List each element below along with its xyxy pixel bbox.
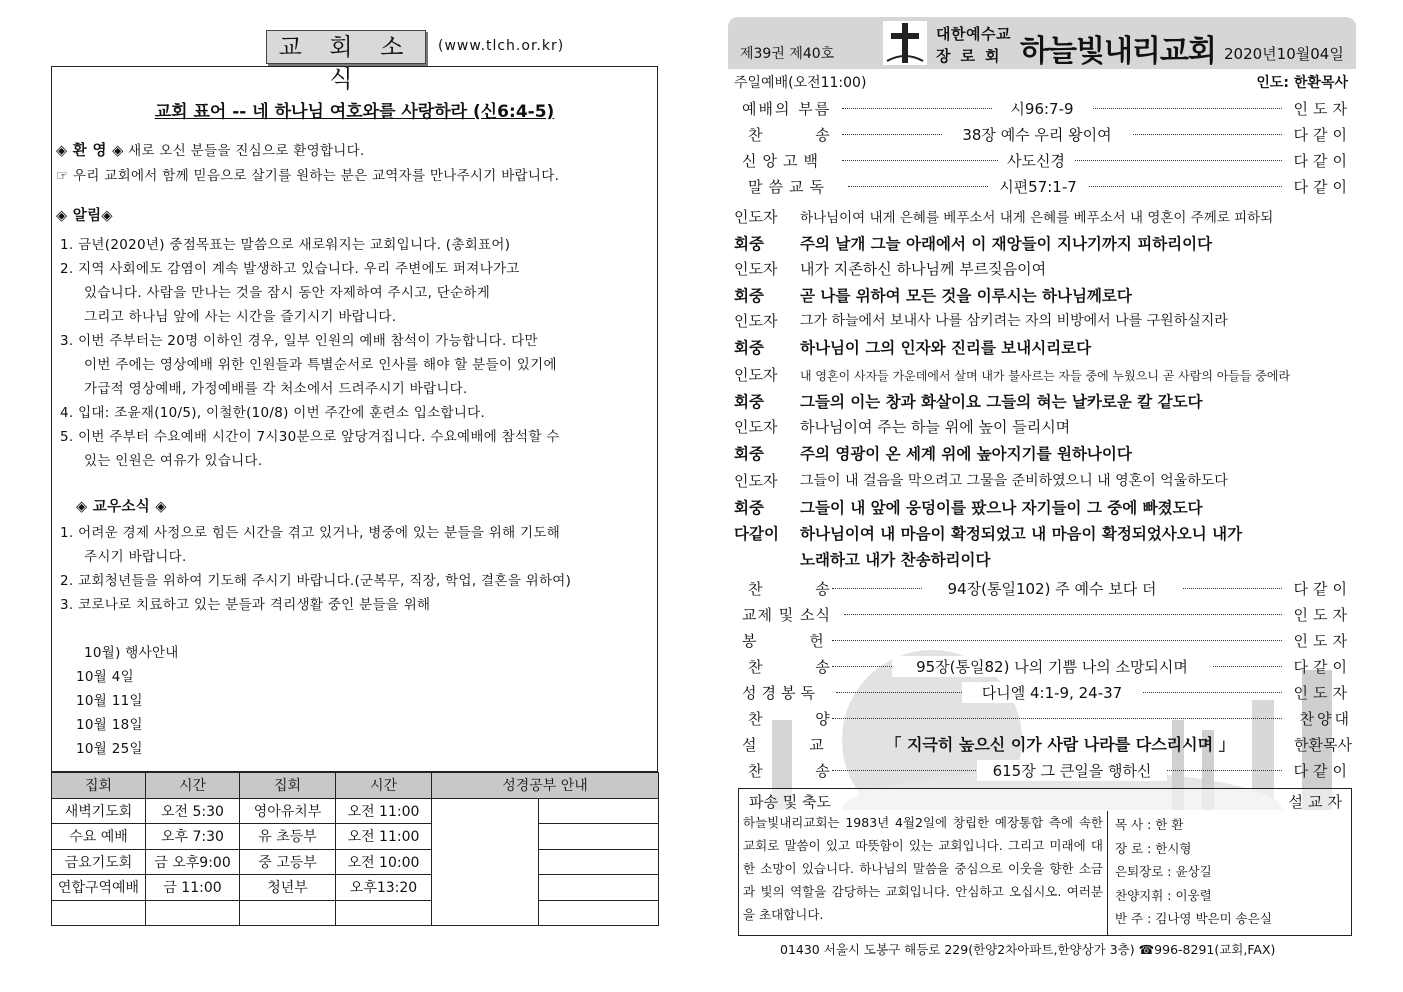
table-cell xyxy=(336,900,432,926)
table-cell: 유 초등부 xyxy=(240,824,336,850)
order-name: 봉 헌 xyxy=(742,632,848,650)
denomination-line1: 대한예수교 xyxy=(936,25,1011,43)
order-lead: 다같이 xyxy=(1293,126,1352,144)
staff-item: 은퇴장로 : 윤상길 xyxy=(1115,864,1212,879)
table-cell xyxy=(52,900,146,926)
order-row xyxy=(732,574,1352,600)
reading-text: 하나님이여 주는 하늘 위에 높이 들리시며 xyxy=(800,418,1071,436)
order-name: 찬 송 xyxy=(748,126,854,144)
table-cell: 금 11:00 xyxy=(146,875,240,901)
denomination-line2: 장로회 xyxy=(936,47,1010,65)
reading-text: 하나님이 그의 인자와 진리를 보내시리로다 xyxy=(800,339,1092,357)
bible-study-cell xyxy=(539,849,659,875)
events-heading: 10월) 행사안내 xyxy=(84,645,179,661)
table-row xyxy=(52,900,659,926)
order-content: 94장(통일102) 주 예수 보다 더 xyxy=(922,578,1182,599)
prayer-item: 2. 교회청년들을 위하여 기도해 주시기 바랍니다.(군복무, 직장, 학업, 결혼을 위하여) xyxy=(60,573,572,589)
bible-study-cell xyxy=(539,875,659,901)
order-row xyxy=(732,626,1352,652)
order-name: 설 교 xyxy=(742,736,848,754)
table-cell: 청년부 xyxy=(240,875,336,901)
order-row xyxy=(732,172,1352,198)
order-content: 시편57:1-7 xyxy=(988,176,1088,197)
reading-speaker: 회중 xyxy=(734,235,764,253)
order-lead: 다같이 xyxy=(1293,178,1352,196)
table-cell: 영아유치부 xyxy=(240,798,336,824)
bible-study-cell xyxy=(539,900,659,926)
reading-speaker: 회중 xyxy=(734,499,764,517)
table-header: 시간 xyxy=(336,773,432,799)
notice-item: 2. 지역 사회에도 감염이 계속 발생하고 있습니다. 우리 주변에도 퍼져나가고 xyxy=(60,261,520,277)
staff-list xyxy=(1115,813,1272,931)
table-cell: 오전 11:00 xyxy=(336,798,432,824)
order-row xyxy=(732,146,1352,172)
bulletin-date: 2020년10월04일 xyxy=(1224,45,1344,63)
table-header-row xyxy=(52,773,659,799)
reading-text: 내가 지존하신 하나님께 부르짖음이여 xyxy=(800,260,1047,278)
reading-speaker: 다같이 xyxy=(734,525,779,543)
dot-leader xyxy=(832,718,1282,719)
bible-study-cell xyxy=(539,824,659,850)
order-lead: 다같이 xyxy=(1293,658,1352,676)
reading-speaker: 인도자 xyxy=(734,208,778,226)
table-cell: 오전 5:30 xyxy=(146,798,240,824)
welcome-note: ☞ 우리 교회에서 함께 믿음으로 살기를 원하는 분은 교역자를 만나주시기 바랍니다. xyxy=(56,168,560,184)
reading-text: 내 영혼이 사자들 가운데에서 살며 내가 불사르는 자들 중에 누웠으니 곧 사람의 아들들 중에라 xyxy=(800,369,1291,383)
staff-item: 찬양지휘 : 이웅렬 xyxy=(1115,887,1212,903)
order-row xyxy=(732,652,1352,678)
prayer-item: 3. 코로나로 치료하고 있는 분들과 격리생활 중인 분들을 위해 xyxy=(60,597,431,613)
staff-item: 목 사 : 한 환 xyxy=(1115,817,1184,832)
table-cell: 오전 10:00 xyxy=(336,849,432,875)
church-url[interactable]: (www.tlch.or.kr) xyxy=(438,38,565,54)
cross-logo-icon xyxy=(883,21,927,65)
order-lead: 인도자 xyxy=(1293,100,1352,118)
order-lead: 한환목사 xyxy=(1294,736,1352,754)
service-name: 주일예배(오전11:00) xyxy=(734,75,867,91)
order-name: 예배의 부름 xyxy=(742,100,832,118)
table-header: 성경공부 안내 xyxy=(432,773,659,799)
reading-text: 그들이 내 앞에 웅덩이를 팠으나 자기들이 그 중에 빠졌도다 xyxy=(800,499,1203,517)
table-cell xyxy=(240,900,336,926)
reading-text: 그가 하늘에서 보내사 나를 삼키려는 자의 비방에서 나를 구원하실지라 xyxy=(800,313,1228,329)
event-item: 10월 25일 xyxy=(76,741,143,757)
table-cell: 연합구역예배 xyxy=(52,875,146,901)
reading-speaker: 인도자 xyxy=(734,312,778,330)
notice-item: 4. 입대: 조윤재(10/5), 이철한(10/8) 이번 주간에 훈련소 입소합니다. xyxy=(60,405,486,421)
reading-text: 하나님이여 내게 은혜를 베푸소서 내게 은혜를 베푸소서 내 영혼이 주께로 피하되 xyxy=(800,210,1274,226)
order-row xyxy=(732,120,1352,146)
order-row xyxy=(732,600,1352,626)
bible-study-cell xyxy=(432,798,539,926)
issue-number: 제39권 제40호 xyxy=(740,46,835,62)
dot-leader xyxy=(844,614,1282,615)
reading-text: 그들의 이는 창과 화살이요 그들의 혀는 날카로운 칼 같도다 xyxy=(800,393,1203,411)
table-cell: 새벽기도회 xyxy=(52,798,146,824)
bible-study-cell xyxy=(539,798,659,824)
reading-speaker: 회중 xyxy=(734,339,764,357)
order-name: 찬 송 xyxy=(748,658,854,676)
sermon-title: 「 지극히 높으신 이가 사람 나라를 다스리시며 」 xyxy=(885,735,1235,754)
table-row xyxy=(52,824,659,850)
table-header: 집회 xyxy=(52,773,146,799)
order-name: 찬 송 xyxy=(748,762,854,780)
order-name: 말씀교독 xyxy=(748,178,830,196)
order-lead: 다같이 xyxy=(1293,580,1352,598)
notice-item: 이번 주에는 영상예배 위한 인원들과 특별순서로 인사를 해야 할 분들이 있기에 xyxy=(84,357,557,373)
service-leader: 인도: 한환목사 xyxy=(1256,75,1348,91)
order-lead: 다같이 xyxy=(1293,152,1352,170)
prayer-item: 주시기 바랍니다. xyxy=(84,549,187,565)
order-lead: 인도자 xyxy=(1293,606,1352,624)
order-row xyxy=(732,756,1352,782)
church-motto: 교회 표어 -- 네 하나님 여호와를 사랑하라 (신6:4-5) xyxy=(154,102,555,122)
order-content: 사도신경 xyxy=(998,150,1074,171)
bulletin-header xyxy=(728,17,1356,69)
dot-leader xyxy=(832,640,1282,641)
reading-text: 곧 나를 위하여 모든 것을 이루시는 하나님께로다 xyxy=(800,287,1132,305)
order-lead: 다같이 xyxy=(1293,762,1352,780)
prayer-heading: ◈ 교우소식 ◈ xyxy=(76,499,167,515)
notice-item: 가급적 영상예배, 가정예배를 각 처소에서 드려주시기 바랍니다. xyxy=(84,381,468,397)
event-item: 10월 18일 xyxy=(76,717,143,733)
event-item: 10월 11일 xyxy=(76,693,143,709)
church-intro-box xyxy=(738,788,1352,936)
order-name: 찬 양 xyxy=(748,710,854,728)
prayer-item: 1. 어려운 경제 사정으로 힘든 시간을 겪고 있거나, 병중에 있는 분들을 위해 기도해 xyxy=(60,525,561,541)
table-cell xyxy=(146,900,240,926)
notice-item: 5. 이번 주부터 수요예배 시간이 7시30분으로 앞당겨집니다. 수요예배에 참석할 수 xyxy=(60,429,560,445)
reading-speaker: 인도자 xyxy=(734,418,778,436)
table-cell: 오전 11:00 xyxy=(336,824,432,850)
order-lead: 인도자 xyxy=(1293,684,1352,702)
table-header: 시간 xyxy=(146,773,240,799)
staff-item: 반 주 : 김나영 박은미 송은실 xyxy=(1115,911,1272,926)
order-lead: 인도자 xyxy=(1293,632,1352,650)
reading-speaker: 회중 xyxy=(734,393,764,411)
reading-speaker: 인도자 xyxy=(734,472,778,490)
reading-speaker: 인도자 xyxy=(734,366,778,384)
benediction-label: 파송 및 축도 xyxy=(749,793,831,811)
service-title-row xyxy=(732,70,1352,96)
order-name: 신앙고백 xyxy=(742,152,824,170)
table-cell: 오후13:20 xyxy=(336,875,432,901)
notice-item: 그리고 하나님 앞에 사는 시간을 즐기시기 바랍니다. xyxy=(84,309,397,325)
notice-item: 있습니다. 사람을 만나는 것을 잠시 동안 자제하여 주시고, 단순하게 xyxy=(84,285,491,301)
reading-text: 주의 영광이 온 세계 위에 높아지기를 원하나이다 xyxy=(800,445,1132,463)
staff-item: 장 로 : 한시형 xyxy=(1115,840,1192,856)
news-title: 교 회 소 식 xyxy=(266,30,426,64)
church-name: 하늘빛내리교회 xyxy=(1020,34,1216,69)
table-cell: 중 고등부 xyxy=(240,849,336,875)
church-intro-text: 하늘빛내리교회는 1983년 4월2일에 창립한 예장통합 측에 속한 교회로 말씀이 있고 따뜻함이 있는 교회입니다. 그리고 미래에 대한 소망이 있습니다. 하나님의 말씀을 중심으로 이웃을 향한 소금과 빛의 역할을 감당하는 교회입니다. 안심하고 오십시오. 여러분을 초대합니다. xyxy=(743,815,1103,922)
reading-text: 주의 날개 그늘 아래에서 이 재앙들이 지나기까지 피하리이다 xyxy=(800,235,1213,253)
order-row xyxy=(732,94,1352,120)
table-cell: 금 오후9:00 xyxy=(146,849,240,875)
reading-text: 하나님이여 내 마음이 확정되었고 내 마음이 확정되었사오니 내가 xyxy=(800,525,1243,543)
table-row xyxy=(52,849,659,875)
order-row xyxy=(732,704,1352,730)
order-row xyxy=(732,678,1352,704)
order-content: 다니엘 4:1-9, 24-37 xyxy=(962,682,1142,703)
order-content: 615장 그 큰일을 행하신 xyxy=(977,760,1167,781)
order-lead: 찬양대 xyxy=(1299,710,1352,728)
reading-speaker: 회중 xyxy=(734,445,764,463)
order-content: 38장 예수 우리 왕이여 xyxy=(942,124,1132,145)
order-content: 95장(통일82) 나의 기쁨 나의 소망되시며 xyxy=(892,656,1212,677)
reading-text: 그들이 내 걸음을 막으려고 그물을 준비하였으니 내 영혼이 억울하도다 xyxy=(800,473,1228,489)
table-cell: 금요기도회 xyxy=(52,849,146,875)
welcome-line: ◈ 환 영 ◈ 새로 오신 분들을 진심으로 환영합니다. xyxy=(56,143,365,159)
notice-item: 있는 인원은 여유가 있습니다. xyxy=(84,453,263,469)
news-box xyxy=(51,66,658,772)
table-cell: 오후 7:30 xyxy=(146,824,240,850)
schedule-table xyxy=(51,772,659,926)
order-content: 시96:7-9 xyxy=(992,98,1092,119)
reading-text: 노래하고 내가 찬송하리이다 xyxy=(800,551,991,569)
order-name: 찬 송 xyxy=(748,580,854,598)
order-name: 교제 및 소식 xyxy=(742,606,831,624)
table-cell: 수요 예배 xyxy=(52,824,146,850)
divider xyxy=(1107,811,1108,935)
reading-speaker: 회중 xyxy=(734,287,764,305)
table-row xyxy=(52,875,659,901)
event-item: 10월 4일 xyxy=(76,669,134,685)
reading-speaker: 인도자 xyxy=(734,260,778,278)
notice-heading: ◈ 알림◈ xyxy=(56,208,113,224)
order-row xyxy=(732,730,1352,756)
notice-item: 1. 금년(2020년) 중점목표는 말씀으로 새로워지는 교회입니다. (총회표어) xyxy=(60,237,511,253)
worship-order xyxy=(732,70,1356,810)
table-header: 집회 xyxy=(240,773,336,799)
notice-item: 3. 이번 주부터는 20명 이하인 경우, 일부 인원의 예배 참석이 가능합니다. 다만 xyxy=(60,333,538,349)
order-name: 성경봉독 xyxy=(742,684,820,702)
church-address: 01430 서울시 도봉구 해등로 229(한양2차아파트,한양상가 3층) ☎996-8291(교회,FAX) xyxy=(780,942,1276,957)
table-row xyxy=(52,798,659,824)
benediction-lead: 설교자 xyxy=(1288,793,1347,811)
